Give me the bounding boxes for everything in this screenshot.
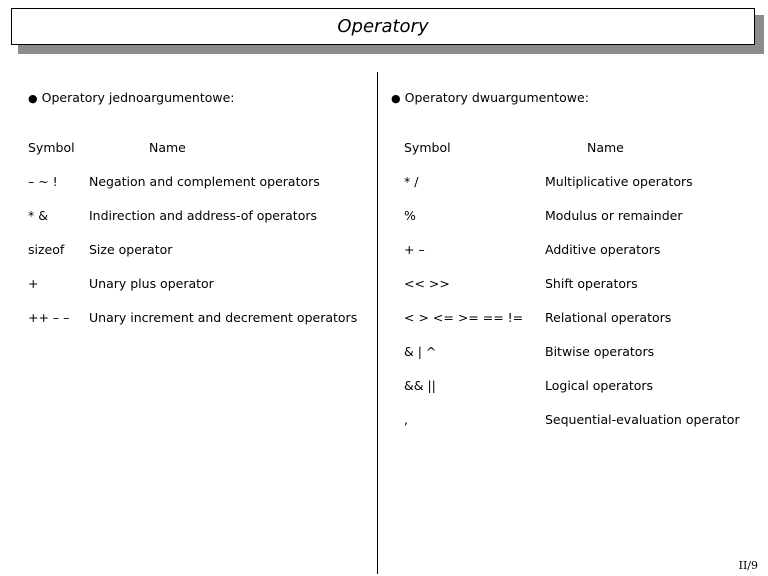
row-name: Negation and complement operators bbox=[89, 174, 320, 189]
row-symbol: << >> bbox=[404, 276, 450, 291]
bullet-icon: ● bbox=[391, 92, 401, 105]
row-symbol: + – bbox=[404, 242, 425, 257]
row-name: Unary increment and decrement operators bbox=[89, 310, 358, 325]
page-title: Operatory bbox=[337, 16, 429, 37]
right-col-symbol-header: Symbol bbox=[404, 140, 451, 155]
row-symbol: % bbox=[404, 208, 416, 223]
row-name: Indirection and address-of operators bbox=[89, 208, 317, 223]
row-symbol: + bbox=[28, 276, 39, 291]
row-name: Additive operators bbox=[545, 242, 661, 257]
row-symbol: && || bbox=[404, 378, 436, 393]
row-name: Logical operators bbox=[545, 378, 654, 393]
row-symbol: * & bbox=[28, 208, 48, 223]
row-symbol: , bbox=[404, 412, 408, 427]
right-heading: ● Operatory dwuargumentowe: bbox=[391, 90, 589, 105]
bullet-icon: ● bbox=[28, 92, 38, 105]
row-symbol: < > <= >= == != bbox=[404, 310, 524, 325]
page-number: II/9 bbox=[738, 559, 758, 572]
left-col-name-header: Name bbox=[149, 140, 186, 155]
row-symbol: – ~ ! bbox=[28, 174, 58, 189]
row-name: Size operator bbox=[89, 242, 173, 257]
left-heading: ● Operatory jednoargumentowe: bbox=[28, 90, 235, 105]
column-divider bbox=[377, 72, 378, 574]
right-col-name-header: Name bbox=[587, 140, 624, 155]
left-col-symbol-header: Symbol bbox=[28, 140, 75, 155]
row-name: Multiplicative operators bbox=[545, 174, 693, 189]
row-name: Shift operators bbox=[545, 276, 638, 291]
row-symbol: sizeof bbox=[28, 242, 65, 257]
row-name: Modulus or remainder bbox=[545, 208, 683, 223]
row-name: Bitwise operators bbox=[545, 344, 655, 359]
row-name: Unary plus operator bbox=[89, 276, 214, 291]
row-symbol: ++ – – bbox=[28, 310, 70, 325]
title-box bbox=[11, 8, 755, 45]
row-symbol: * / bbox=[404, 174, 419, 189]
row-name: Relational operators bbox=[545, 310, 672, 325]
row-symbol: & | ^ bbox=[404, 344, 437, 359]
row-name: Sequential-evaluation operator bbox=[545, 412, 740, 427]
